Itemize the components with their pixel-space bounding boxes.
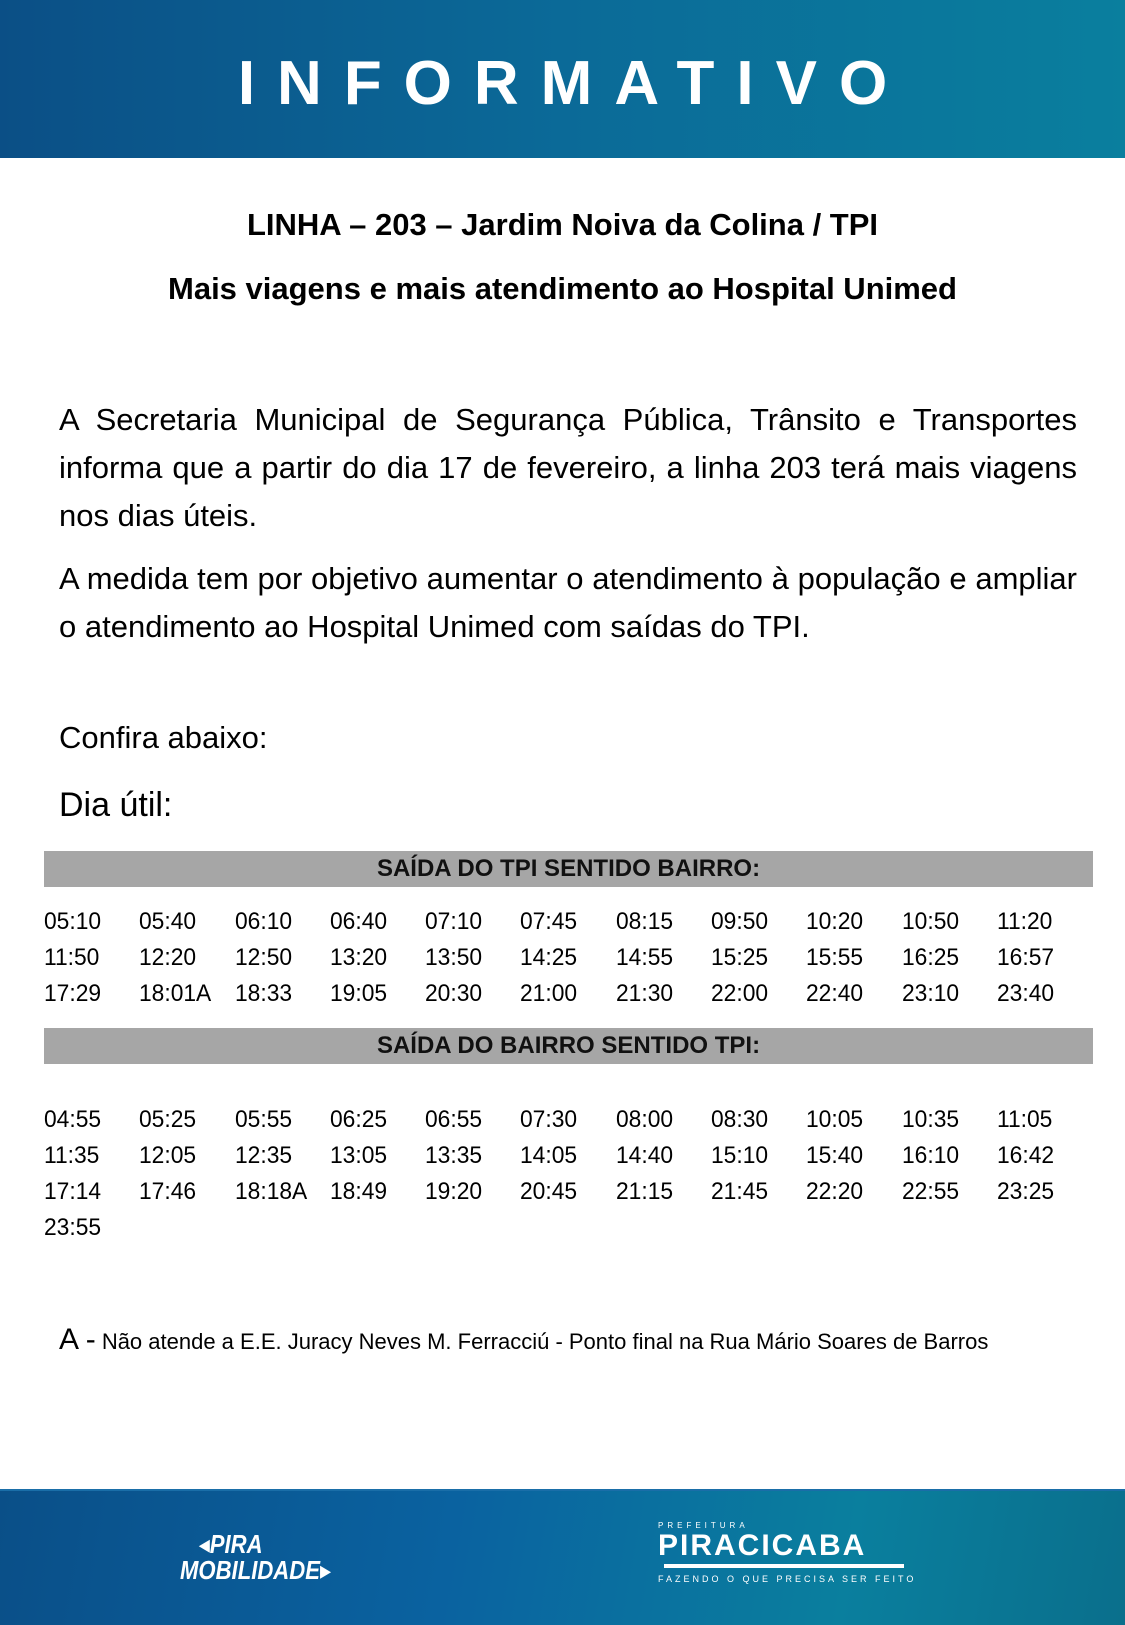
departure-time: 22:20 — [806, 1178, 864, 1205]
footnote — [59, 1323, 988, 1357]
departure-time: 21:00 — [520, 980, 578, 1007]
departure-time: 11:05 — [996, 1106, 1053, 1133]
departure-time: 13:05 — [329, 1142, 387, 1169]
departure-time: 08:15 — [615, 908, 673, 935]
departure-time: 06:10 — [234, 908, 292, 935]
departure-time: 12:05 — [139, 1142, 197, 1169]
schedule-times-bairro-tpi — [44, 1102, 1104, 1246]
departure-time: 22:55 — [901, 1178, 959, 1205]
departure-time: 13:50 — [425, 944, 483, 971]
confira-label: Confira abaixo: — [59, 720, 268, 755]
departure-time: 12:35 — [234, 1142, 292, 1169]
departure-time: 11:35 — [44, 1142, 100, 1169]
departure-time: 15:25 — [711, 944, 769, 971]
departure-time: 14:05 — [520, 1142, 578, 1169]
departure-time: 11:20 — [996, 908, 1053, 935]
departure-time: 05:25 — [139, 1106, 197, 1133]
departure-time: 19:05 — [329, 980, 387, 1007]
line-title: LINHA – 203 – Jardim Noiva da Colina / TPI — [246, 207, 879, 242]
departure-time: 10:05 — [806, 1106, 864, 1133]
departure-time: 09:50 — [711, 908, 769, 935]
departure-time: 18:49 — [329, 1178, 387, 1205]
departure-time: 11:50 — [44, 944, 100, 971]
departure-time: 20:45 — [520, 1178, 578, 1205]
departure-time: 22:40 — [806, 980, 864, 1007]
departure-time: 21:15 — [615, 1178, 673, 1205]
departure-time: 04:55 — [44, 1106, 102, 1133]
departure-time: 10:20 — [806, 908, 864, 935]
subtitle: Mais viagens e mais atendimento ao Hospital Unimed — [168, 271, 957, 306]
departure-time: 15:55 — [806, 944, 864, 971]
departure-time: 20:30 — [425, 980, 483, 1007]
departure-time: 07:30 — [520, 1106, 578, 1133]
departure-time: 14:40 — [615, 1142, 673, 1169]
departure-time: 19:20 — [425, 1178, 483, 1205]
departure-time: 23:40 — [996, 980, 1055, 1007]
departure-time: 14:55 — [615, 944, 673, 971]
footnote-marker: A - — [59, 1323, 96, 1356]
departure-time: 16:42 — [996, 1142, 1055, 1169]
departure-time: 06:25 — [329, 1106, 387, 1133]
footnote-text: Não atende a E.E. Juracy Neves M. Ferracciú - Ponto final na Rua Mário Soares de Barros — [101, 1329, 989, 1354]
departure-time: 13:35 — [425, 1142, 483, 1169]
departure-time: 05:40 — [139, 908, 197, 935]
day-type-label: Dia útil: — [59, 786, 173, 824]
departure-time: 17:46 — [139, 1178, 197, 1205]
departure-time: 12:50 — [234, 944, 292, 971]
departure-time: 06:40 — [329, 908, 387, 935]
schedule-header-bairro-tpi: SAÍDA DO BAIRRO SENTIDO TPI: — [44, 1028, 1093, 1064]
header-title: INFORMATIVO — [237, 49, 910, 118]
departure-time: 23:10 — [901, 980, 959, 1007]
departure-time: 16:25 — [901, 944, 959, 971]
departure-time: 08:30 — [711, 1106, 769, 1133]
departure-time: 21:45 — [711, 1178, 769, 1205]
departure-time: 16:57 — [996, 944, 1055, 971]
departure-time: 07:45 — [520, 908, 578, 935]
departure-time: 10:50 — [901, 908, 959, 935]
departure-time: 21:30 — [615, 980, 673, 1007]
departure-time: 18:18A — [234, 1178, 307, 1205]
prefeitura-piracicaba-logo: PREFEITURA PIRACICABA FAZENDO O QUE PRECISA SER FEITO — [658, 1521, 917, 1584]
departure-time: 15:10 — [711, 1142, 769, 1169]
departure-time: 05:10 — [44, 908, 102, 935]
departure-time: 22:00 — [711, 980, 769, 1007]
departure-time: 14:25 — [520, 944, 578, 971]
departure-time: 17:14 — [44, 1178, 102, 1205]
departure-time: 07:10 — [425, 908, 483, 935]
pira-mobilidade-logo: ◂PIRA MOBILIDADE▸ — [180, 1529, 332, 1585]
departure-time: 12:20 — [139, 944, 197, 971]
paragraph-2: A medida tem por objetivo aumentar o atendimento à população e ampliar o atendimento ao Hospital Unimed com saídas do TPI. — [59, 561, 1077, 644]
departure-time: 06:55 — [425, 1106, 483, 1133]
departure-time: 16:10 — [901, 1142, 959, 1169]
departure-time: 18:01A — [139, 980, 212, 1007]
paragraph-1: A Secretaria Municipal de Segurança Pública, Trânsito e Transportes informa que a partir do dia 17 de fevereiro, a linha 203 terá mais viagens nos dias úteis. — [59, 402, 1077, 533]
departure-time: 13:20 — [329, 944, 387, 971]
departure-time: 05:55 — [234, 1106, 292, 1133]
departure-time: 18:33 — [234, 980, 292, 1007]
departure-time: 17:29 — [44, 980, 102, 1007]
header-banner — [0, 0, 1125, 158]
departure-time: 08:00 — [615, 1106, 673, 1133]
departure-time: 10:35 — [901, 1106, 959, 1133]
footer-banner — [0, 1489, 1125, 1625]
departure-time: 23:25 — [996, 1178, 1055, 1205]
schedule-times-tpi-bairro — [44, 904, 1104, 1012]
schedule-header-tpi-bairro: SAÍDA DO TPI SENTIDO BAIRRO: — [44, 851, 1093, 887]
departure-time: 23:55 — [44, 1214, 102, 1241]
departure-time: 15:40 — [806, 1142, 864, 1169]
